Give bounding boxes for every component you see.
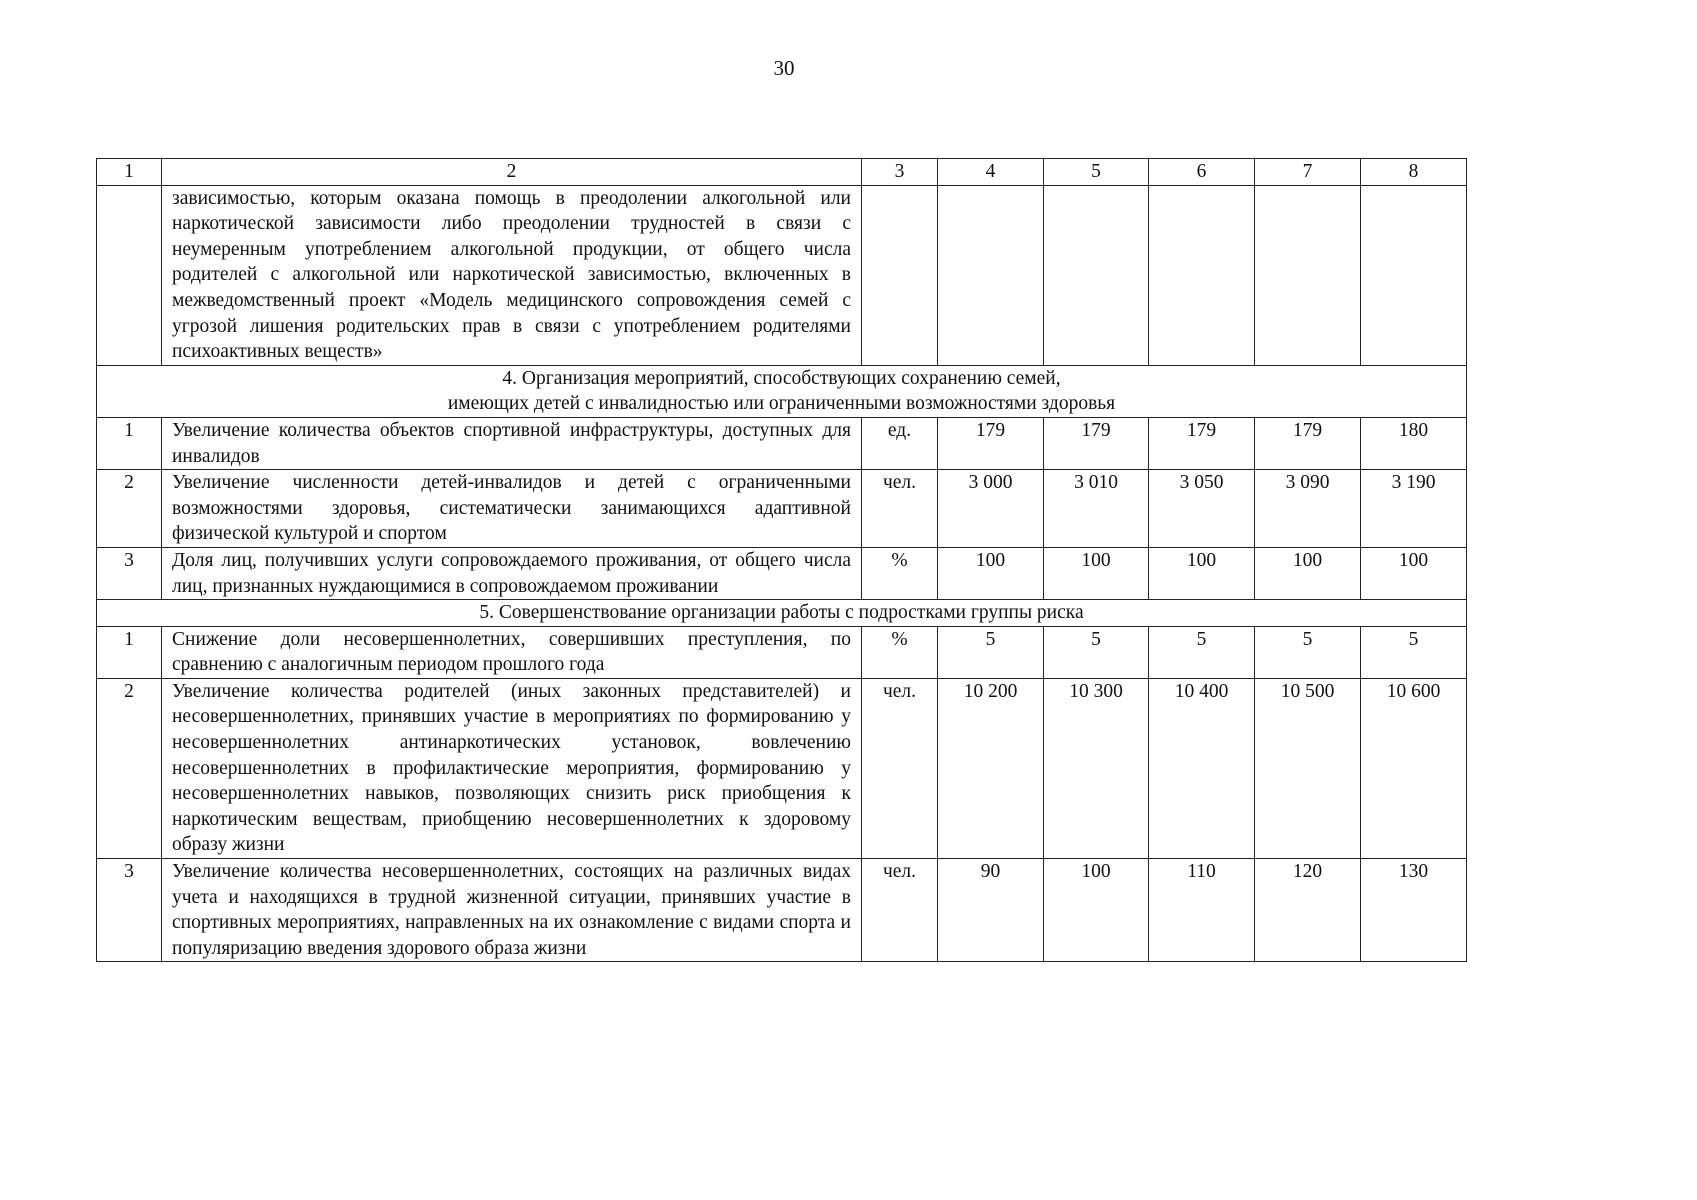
value-cell: 100 <box>1361 547 1467 599</box>
value-cell: 10 300 <box>1044 678 1149 858</box>
indicator-text: Доля лиц, получивших услуги сопровождаемого проживания, от общего числа лиц, признанных нуждающимися в сопровождаемом проживании <box>162 547 862 599</box>
value-cell: 100 <box>1149 547 1255 599</box>
page-number: 30 <box>773 56 795 80</box>
unit-cell <box>862 185 938 365</box>
indicator-text: Снижение доли несовершеннолетних, совершивших преступления, по сравнению с аналогичным периодом прошлого года <box>162 626 862 678</box>
value-cell: 130 <box>1361 859 1467 962</box>
indicator-text: Увеличение количества несовершеннолетних, состоящих на различных видах учета и находящихся в трудной жизненной ситуации, принявших участие в спортивных мероприятиях, направленных на их ознакомление с видами спорта и популяризацию введения здорового образа жизни <box>162 859 862 962</box>
section-heading <box>97 600 1467 627</box>
row-number: 2 <box>97 470 162 548</box>
section-heading-line: имеющих детей с инвалидностью или ограниченными возможностями здоровья <box>447 393 1116 415</box>
unit-cell: % <box>862 626 938 678</box>
value-cell: 100 <box>1044 859 1149 962</box>
value-cell: 179 <box>1255 417 1361 469</box>
value-cell <box>1361 185 1467 365</box>
value-cell: 10 500 <box>1255 678 1361 858</box>
indicators-table <box>96 158 1467 962</box>
column-header: 4 <box>938 159 1044 186</box>
value-cell: 5 <box>938 626 1044 678</box>
value-cell: 5 <box>1149 626 1255 678</box>
indicator-text: Увеличение численности детей-инвалидов и детей с ограниченными возможностями здоровья, систематически занимающихся адаптивной физической культурой и спортом <box>162 470 862 548</box>
value-cell: 90 <box>938 859 1044 962</box>
value-cell: 3 010 <box>1044 470 1149 548</box>
value-cell: 3 090 <box>1255 470 1361 548</box>
value-cell: 120 <box>1255 859 1361 962</box>
value-cell: 179 <box>1044 417 1149 469</box>
table-row <box>97 547 1467 599</box>
value-cell: 100 <box>1044 547 1149 599</box>
section-heading-line: 4. Организация мероприятий, способствующих сохранению семей, <box>502 367 1061 389</box>
column-header: 7 <box>1255 159 1361 186</box>
column-header: 1 <box>97 159 162 186</box>
value-cell: 10 200 <box>938 678 1044 858</box>
table-row <box>97 859 1467 962</box>
value-cell: 3 000 <box>938 470 1044 548</box>
indicator-text: зависимостью, которым оказана помощь в преодолении алкогольной или наркотической зависимости либо преодолении трудностей в связи с неумеренным употреблением алкогольной продукции, от общего числа родителей с алкогольной или наркотической зависимостью, включенных в межведомственный проект «Модель медицинского сопровождения семей с угрозой лишения родительских прав в связи с употреблением родителями психоактивных веществ» <box>162 185 862 365</box>
row-number: 2 <box>97 678 162 858</box>
section-heading-row <box>97 600 1467 627</box>
unit-cell: ед. <box>862 417 938 469</box>
value-cell: 179 <box>1149 417 1255 469</box>
row-number: 3 <box>97 547 162 599</box>
value-cell <box>1255 185 1361 365</box>
table-row <box>97 678 1467 858</box>
table-row <box>97 470 1467 548</box>
value-cell: 3 190 <box>1361 470 1467 548</box>
value-cell <box>938 185 1044 365</box>
column-header: 5 <box>1044 159 1149 186</box>
row-number-cell <box>97 185 162 365</box>
unit-cell: чел. <box>862 859 938 962</box>
value-cell: 110 <box>1149 859 1255 962</box>
section-heading <box>97 365 1467 417</box>
indicator-text: Увеличение количества объектов спортивной инфраструктуры, доступных для инвалидов <box>162 417 862 469</box>
value-cell: 100 <box>1255 547 1361 599</box>
section-heading-row <box>97 365 1467 417</box>
value-cell: 100 <box>938 547 1044 599</box>
table-row <box>97 626 1467 678</box>
value-cell <box>1044 185 1149 365</box>
value-cell: 3 050 <box>1149 470 1255 548</box>
value-cell: 5 <box>1255 626 1361 678</box>
value-cell: 10 600 <box>1361 678 1467 858</box>
value-cell: 10 400 <box>1149 678 1255 858</box>
value-cell <box>1149 185 1255 365</box>
unit-cell: % <box>862 547 938 599</box>
column-header: 8 <box>1361 159 1467 186</box>
table-row <box>97 417 1467 469</box>
column-header-row <box>97 159 1467 186</box>
value-cell: 5 <box>1044 626 1149 678</box>
unit-cell: чел. <box>862 470 938 548</box>
indicator-text: Увеличение количества родителей (иных законных представителей) и несовершеннолетних, принявших участие в мероприятиях по формированию у несовершеннолетних антинаркотических установок, вовлечению несовершеннолетних в профилактические мероприятия, формированию у несовершеннолетних навыков, позволяющих снизить риск приобщения к наркотическим веществам, приобщению несовершеннолетних к здоровому образу жизни <box>162 678 862 858</box>
column-header: 3 <box>862 159 938 186</box>
column-header: 2 <box>162 159 862 186</box>
table-row-continuation <box>97 185 1467 365</box>
value-cell: 180 <box>1361 417 1467 469</box>
section-heading-line: 5. Совершенствование организации работы с подростками группы риска <box>479 602 1084 624</box>
unit-cell: чел. <box>862 678 938 858</box>
value-cell: 179 <box>938 417 1044 469</box>
row-number: 1 <box>97 417 162 469</box>
row-number: 3 <box>97 859 162 962</box>
value-cell: 5 <box>1361 626 1467 678</box>
column-header: 6 <box>1149 159 1255 186</box>
row-number: 1 <box>97 626 162 678</box>
